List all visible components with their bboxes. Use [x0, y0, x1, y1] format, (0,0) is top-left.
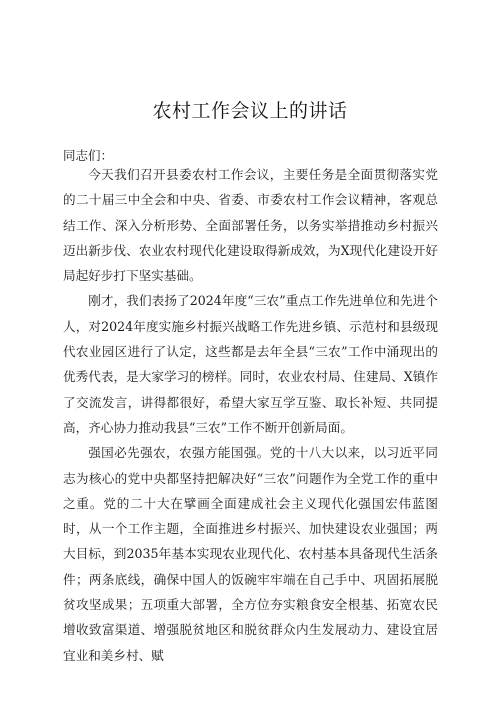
paragraph-1: 今天我们召开县委农村工作会议，主要任务是全面贯彻落实党的二十届三中全会和中央、省委、市委农村工作会议精神，客观总结工作、深入分析形势、全面部署任务，以务实举措推动乡村振兴迈出新步伐、农业农村现代化建设取得新成效，为X现代化建设开好局起好步打下坚实基础。: [63, 167, 438, 284]
salutation: 同志们：: [63, 148, 114, 163]
paragraph-3: 强国必先强农，农强方能国强。党的十八大以来，以习近平同志为核心的党中央都坚持把解决好“三农”问题作为全党工作的重中之重。党的二十大在擘画全面建成社会主义现代化强国宏伟蓝图时，从一个工作主题，全面推进乡村振兴、加快建设农业强国；两大目标，到2035年基本实现农业现代化、农村基本具备现代生活条件；两条底线，确保中国人的饭碗牢牢端在自己手中、巩固拓展脱贫攻坚成果；五项重大部署，全方位夯实粮食安全根基、拓宽农民增收致富渠道、增强脱贫地区和脱贫群众内生发展动力、建设宜居宜业和美乡村、赋: [63, 445, 438, 663]
paragraph-2: 刚才，我们表扬了2024年度“三农”重点工作先进单位和先进个人，对2024年度实施乡村振兴战略工作先进乡镇、示范村和县级现代农业园区进行了认定，这些都是去年全县“三农”工作中涌现出的优秀代表，是大家学习的榜样。同时，农业农村局、住建局、X镇作了交流发言，讲得都很好，希望大家互学互鉴、取长补短、共同提高，齐心协力推动我县“三农”工作不断开创新局面。: [63, 293, 438, 435]
document-title: 农村工作会议上的讲话: [152, 100, 348, 122]
document-body: [63, 162, 438, 668]
